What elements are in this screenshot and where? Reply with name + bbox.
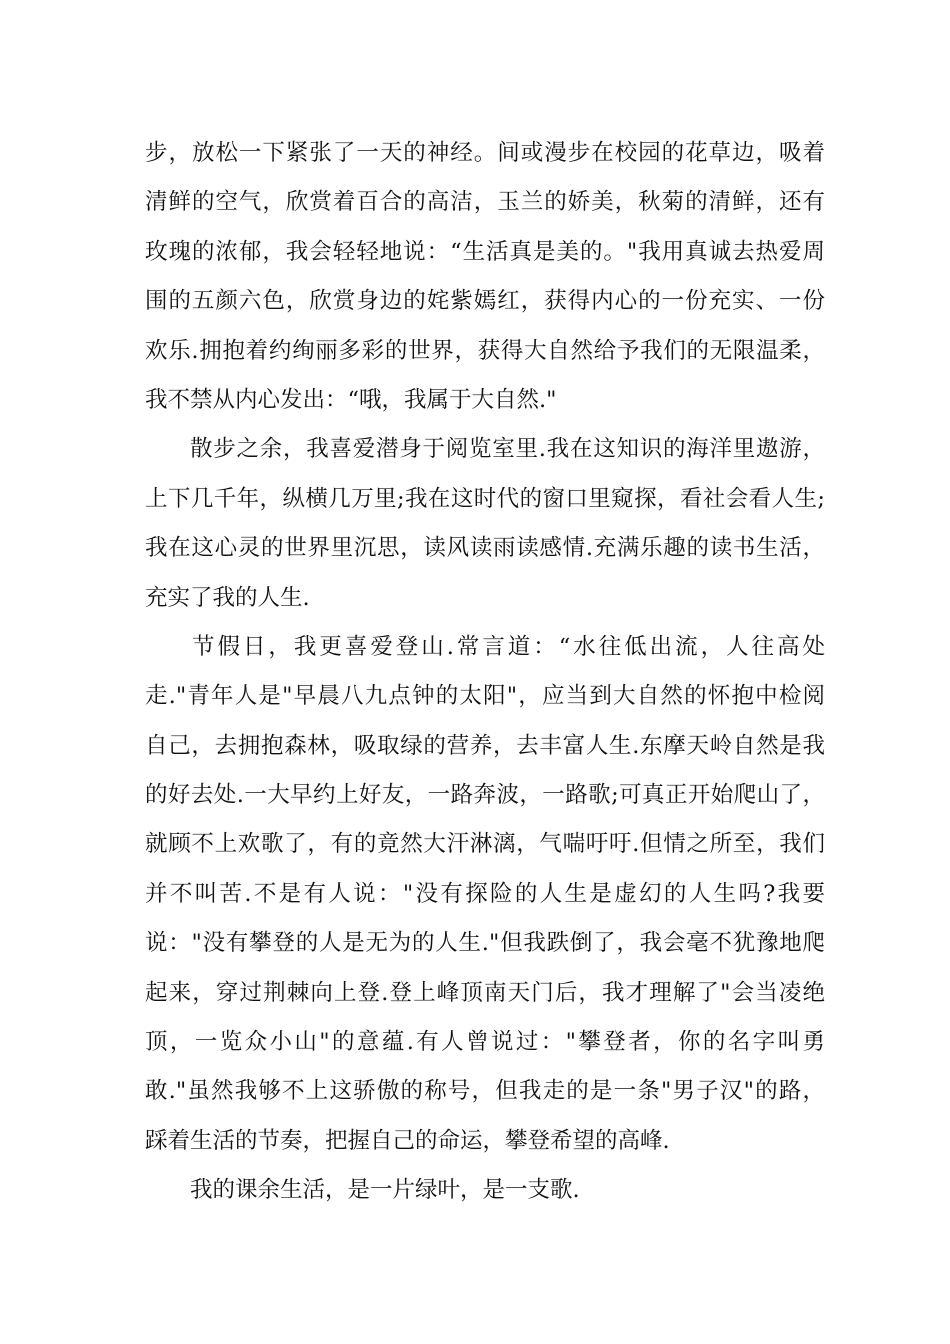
paragraph (145, 129, 825, 425)
text-line: 上下几千年，纵横几万里;我在这时代的窗口里窥探，看社会看人生; (145, 485, 825, 512)
document-body (145, 129, 825, 1216)
text-line: 我的课余生活，是一片绿叶，是一支歌. (190, 1177, 580, 1204)
text-line: 充实了我的人生. (145, 584, 310, 611)
text-line: 顶，一览众小山"的意蕴.有人曾说过："攀登者，你的名字叫勇 (145, 1029, 825, 1056)
text-line: 步，放松一下紧张了一天的神经。间或漫步在校园的花草边，吸着 (145, 140, 825, 166)
paragraph (145, 623, 825, 1166)
text-line: 节假日，我更喜爱登山.常言道：“水往低出流，人往高处 (192, 633, 825, 660)
text-line: 我不禁从内心发出：“哦，我属于大自然." (145, 386, 557, 413)
text-line: 玫瑰的浓郁，我会轻轻地说：“生活真是美的。"我用真诚去热爱周 (145, 238, 825, 265)
text-line: 清鲜的空气，欣赏着百合的高洁，玉兰的娇美，秋菊的清鲜，还有 (145, 189, 825, 216)
text-line: 欢乐.拥抱着约绚丽多彩的世界，获得大自然给予我们的无限温柔， (145, 337, 825, 364)
text-line: 自己，去拥抱森林，吸取绿的营养，去丰富人生.东摩天岭自然是我 (145, 732, 825, 759)
text-line: 踩着生活的节奏，把握自己的命运，攀登希望的高峰. (145, 1127, 670, 1154)
text-line: 起来，穿过荆棘向上登.登上峰顶南天门后，我才理解了"会当凌绝 (145, 979, 825, 1006)
text-line: 就顾不上欢歌了，有的竟然大汗淋漓，气喘吁吁.但情之所至，我们 (145, 831, 825, 858)
text-line: 说："没有攀登的人是无为的人生."但我跌倒了，我会毫不犹豫地爬 (145, 930, 825, 957)
text-line: 并不叫苦.不是有人说："没有探险的人生是虚幻的人生吗?我要 (145, 880, 825, 907)
text-line: 围的五颜六色，欣赏身边的姹紫嫣红，获得内心的一份充实、一份 (145, 288, 825, 315)
paragraph (145, 425, 825, 623)
paragraph (145, 1166, 825, 1215)
text-line: 我在这心灵的世界里沉思，读风读雨读感情.充满乐趣的读书生活， (145, 535, 825, 562)
text-line: 的好去处.一大早约上好友，一路奔波，一路歌;可真正开始爬山了， (145, 782, 825, 809)
text-line: 走."青年人是"早晨八九点钟的太阳"，应当到大自然的怀抱中检阅 (145, 683, 825, 710)
text-line: 敢."虽然我够不上这骄傲的称号，但我走的是一条"男子汉"的路， (145, 1078, 825, 1105)
text-line: 散步之余，我喜爱潜身于阅览室里.我在这知识的海洋里遨游， (190, 436, 825, 463)
